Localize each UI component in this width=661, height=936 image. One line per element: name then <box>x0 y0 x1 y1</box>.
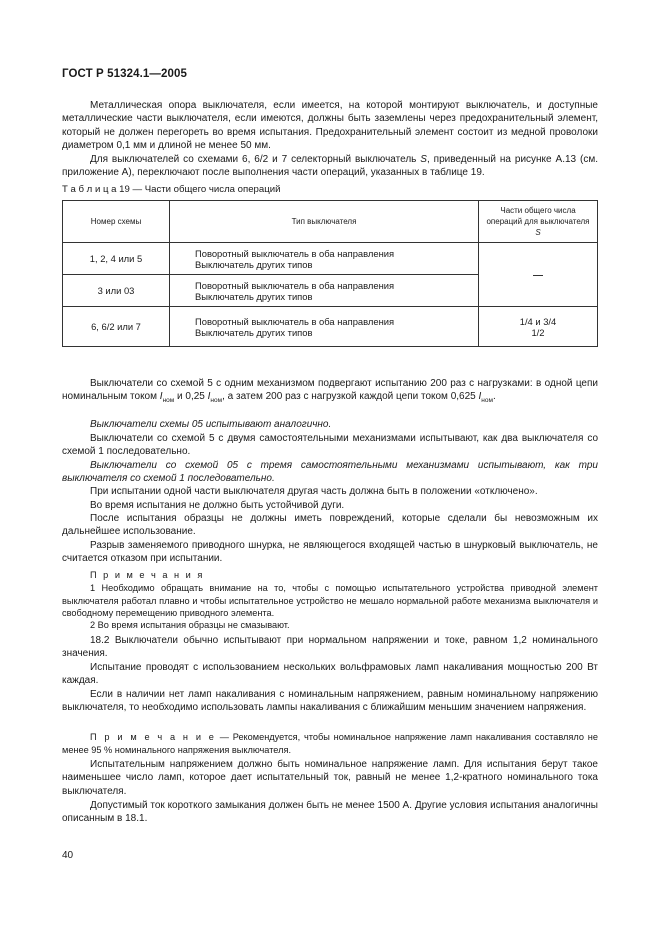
paragraph-lamps: Испытание проводят с использованием нескольких вольфрамовых ламп накаливания мощностью 200 Вт каждая. <box>62 662 598 687</box>
header-scheme: Номер схемы <box>63 201 170 243</box>
paragraph-scheme5-two: Выключатели со схемой 5 с двумя самостоятельными механизмами испытывают, как два выключателя со схемой 1 последовательно. <box>62 433 598 458</box>
paragraph-scheme05-three: Выключатели со схемой 05 с тремя самостоятельными механизмами испытывают, как три выключателя со схемой 1 последовательно. <box>62 460 598 485</box>
notes-title: П р и м е ч а н и я <box>90 570 205 580</box>
note-lamps: П р и м е ч а н и е — Рекомендуется, чтобы номинальное напряжение ламп накаливания составляло не менее 95 % номинального напряжения выключателя. <box>62 732 598 755</box>
paragraph-scheme5: Выключатели со схемой 5 с одним механизмом подвергают испытанию 200 раз с нагрузками: в одной цепи номинальным током $I_{ном}$ и 0,25 $I_{ном}$, а затем 200 раз с нагрузкой каждой цепи током 0,625 $I_{ном}$. <box>62 378 598 405</box>
cell-type: Поворотный выключатель в оба направления Выключатель других типов <box>170 307 479 347</box>
paragraph-short-circuit: Допустимый ток короткого замыкания должен быть не менее 1500 А. Другие условия испытания аналогичны описанным в 18.1. <box>62 800 598 825</box>
header-parts: Части общего числа операций для выключателя S <box>479 201 598 243</box>
cell-type: Поворотный выключатель в оба направления Выключатель других типов <box>170 243 479 275</box>
note-2: 2 Во время испытания образцы не смазывают. <box>90 620 290 630</box>
paragraph-scheme05: Выключатели схемы 05 испытывают аналогично. <box>90 419 332 430</box>
paragraph-test-voltage: Испытательным напряжением должно быть номинальное напряжение ламп. Для испытания берут такое наименьшее число ламп, которое дает испытательный ток, равный не менее 1,2-кратного номинального тока выключателя. <box>62 759 598 797</box>
paragraph-grounding: Металлическая опора выключателя, если имеется, на которой монтируют выключатель, и доступные металлические части выключателя, если имеются, должны быть заземлены через предохранительный элемент, который не должен перегореть во время испытания. Предохранительный элемент состоит из медной проволоки диаметром 0,1 мм и длиной не менее 50 мм. <box>62 100 598 152</box>
table-caption: Т а б л и ц а 19 — Части общего числа операций <box>62 184 281 195</box>
paragraph-no-lamps: Если в наличии нет ламп накаливания с номинальным напряжением, равным номинальному напряжению выключателя, то необходимо использовать лампы накаливания с ближайшим меньшим значением напряжения. <box>62 689 598 714</box>
cell-type: Поворотный выключатель в оба направления Выключатель других типов <box>170 275 479 307</box>
cell-scheme: 6, 6/2 или 7 <box>63 307 170 347</box>
paragraph-cord: Разрыв заменяемого приводного шнурка, не являющегося входящей частью в шнурковый выключатель, не считается отказом при испытании. <box>62 540 598 565</box>
cell-scheme: 1, 2, 4 или 5 <box>63 243 170 275</box>
table-header-row <box>63 201 598 243</box>
cell-scheme: 3 или 03 <box>63 275 170 307</box>
paragraph-one-part: При испытании одной части выключателя другая часть должна быть в положении «отключено». <box>90 486 538 497</box>
document-header: ГОСТ Р 51324.1—2005 <box>62 68 187 80</box>
table-row <box>63 243 598 275</box>
paragraph-after-test: После испытания образцы не должны иметь повреждений, которые сделали бы невозможным их дальнейшее использование. <box>62 513 598 538</box>
page-number: 40 <box>62 850 74 861</box>
paragraph-arc: Во время испытания не должно быть устойчивой дуги. <box>90 500 345 511</box>
note-1: 1 Необходимо обращать внимание на то, чтобы с помощью испытательного устройства приводной элемент выключателя работал плавно и чтобы испытательное устройство не мешало нормальной работе механизма выключателя и свободному перемещению приводного элемента. <box>62 583 598 619</box>
paragraph-selector: Для выключателей со схемами 6, 6/2 и 7 селекторный выключатель S, приведенный на рисунке А.13 (см. приложение А), переключают после выполнения части операций, указанных в таблице 19. <box>62 154 598 179</box>
cell-parts: 1/4 и 3/4 1/2 <box>479 307 598 347</box>
operations-table <box>62 200 598 347</box>
cell-parts-dash <box>479 243 598 307</box>
paragraph-18-2: 18.2 Выключатели обычно испытывают при нормальном напряжении и токе, равном 1,2 номинального значения. <box>62 635 598 660</box>
header-type: Тип выключателя <box>170 201 479 243</box>
table-row <box>63 307 598 347</box>
